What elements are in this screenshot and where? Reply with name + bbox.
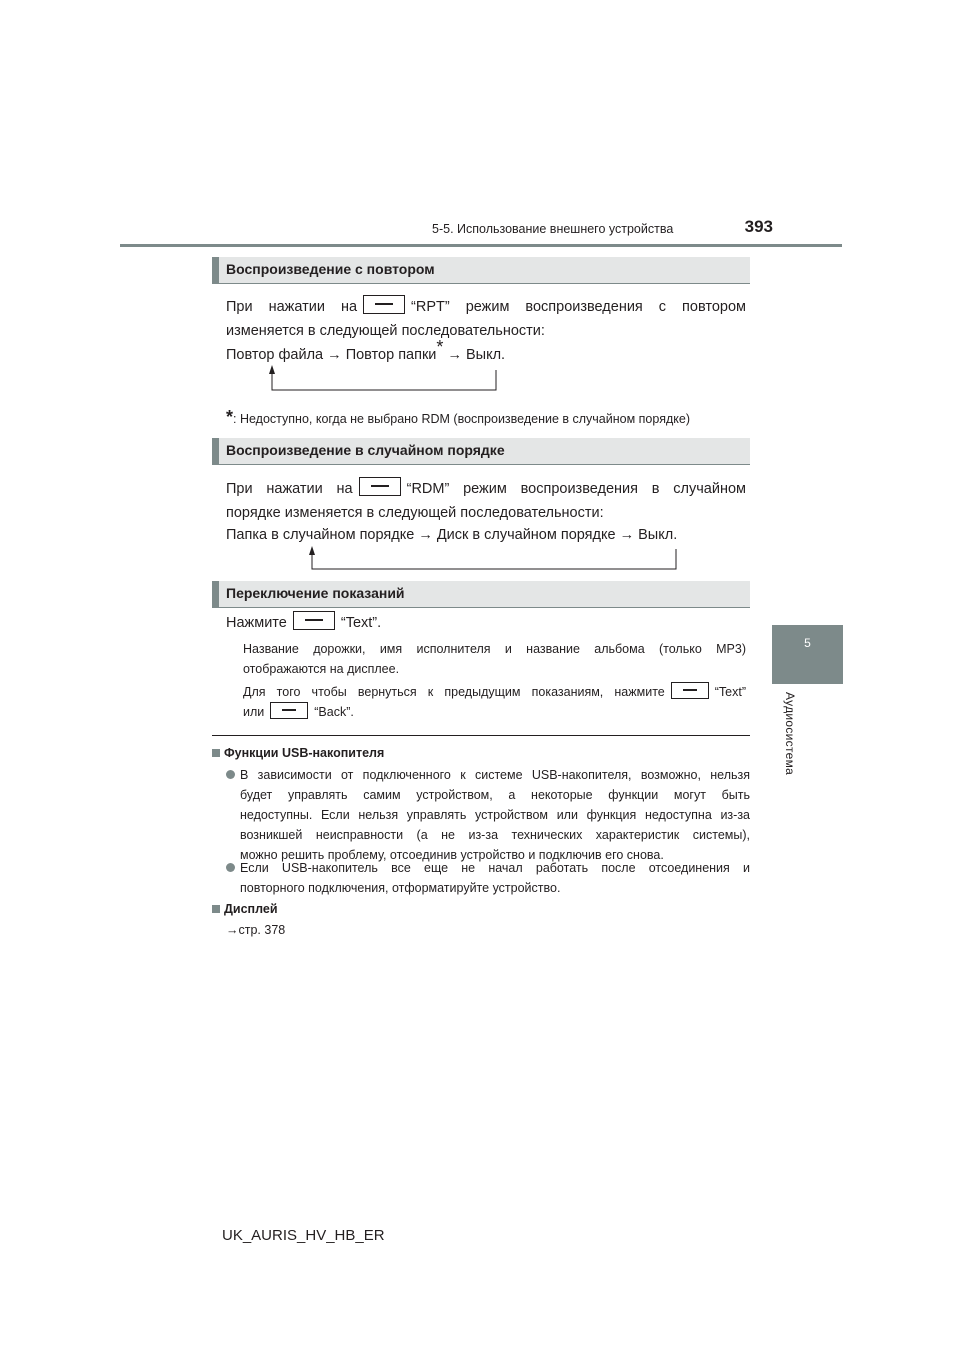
- text-button-icon: [671, 682, 709, 699]
- repeat-line1-b: “RPT” режим воспроизведения с повтором: [411, 299, 746, 315]
- repeat-note: [226, 407, 690, 429]
- repeat-heading: Воспроизведение с повтором: [226, 261, 435, 277]
- loop-arrow-icon: [302, 545, 680, 575]
- random-seq-disc: Диск в случайном порядке: [436, 527, 616, 543]
- repeat-line1-a: При нажатии на: [226, 299, 358, 315]
- usb-bullet-2: [226, 858, 750, 898]
- random-line1-a: При нажатии на: [226, 481, 353, 497]
- usb-b1-l2: будет управлять самим устройством, а некоторые функции могут быть: [240, 788, 750, 802]
- arrow-icon: →: [327, 347, 342, 363]
- square-bullet-icon: [212, 905, 220, 913]
- display-desc2: отображаются на дисплее.: [243, 662, 400, 676]
- arrow-icon: →: [619, 527, 635, 543]
- chapter-number: 5: [804, 636, 811, 650]
- random-seq-off: Выкл.: [638, 527, 678, 543]
- repeat-line1: [226, 295, 746, 319]
- usb-b1-l1: В зависимости от подключенного к системе USB-накопителя, возможно, нельзя: [240, 768, 750, 782]
- display-desc3-b: “Text”: [714, 685, 746, 699]
- random-line1-b: “RDM” режим воспроизведения в случайном: [406, 481, 746, 497]
- section-divider: [212, 735, 750, 736]
- page-number: 393: [744, 217, 773, 236]
- rdm-button-icon: [359, 477, 401, 496]
- display-desc1: Название дорожки, имя исполнителя и название альбома (только MP3): [243, 642, 746, 656]
- repeat-heading-bar: [212, 257, 750, 284]
- display-desc4-a: или: [243, 705, 265, 719]
- chapter-tab: [772, 625, 843, 684]
- square-bullet-icon: [212, 749, 220, 757]
- display-switch-heading-bar: [212, 581, 750, 608]
- random-seq-folder: Папка в случайном порядке: [226, 527, 415, 543]
- display-switch-heading: Переключение показаний: [226, 585, 405, 601]
- random-line2: порядке изменяется в следующей последовательности:: [226, 505, 604, 521]
- random-heading: Воспроизведение в случайном порядке: [226, 442, 505, 458]
- usb-heading: [212, 743, 384, 763]
- arrow-icon: →: [418, 527, 433, 543]
- usb-b2-l2: повторного подключения, отформатируйте устройство.: [240, 881, 561, 895]
- back-button-icon: [270, 702, 308, 719]
- press-label: Нажмите: [226, 615, 287, 631]
- repeat-seq-off: Выкл.: [465, 347, 506, 363]
- loop-arrow-icon: [262, 364, 498, 394]
- rpt-button-icon: [363, 295, 405, 314]
- random-sequence: [226, 523, 677, 547]
- round-bullet-icon: [226, 863, 235, 872]
- display-desc3: [243, 682, 746, 702]
- text-button-label: “Text”.: [340, 615, 382, 631]
- text-button-icon: [293, 611, 335, 630]
- display-switch-line1: [226, 611, 381, 635]
- display-ref-link: стр. 378: [238, 923, 286, 937]
- footer-code: UK_AURIS_HV_HB_ER: [222, 1227, 385, 1244]
- usb-b1-l3: недоступны. Если нельзя управлять устройством или функция недоступна из-за: [240, 808, 750, 822]
- arrow-icon: →: [226, 923, 239, 937]
- display-heading-text: Дисплей: [224, 902, 278, 916]
- asterisk-icon: *: [226, 407, 234, 427]
- section-title: 5-5. Использование внешнего устройства: [432, 222, 674, 236]
- repeat-seq-file: Повтор файла: [226, 347, 324, 363]
- random-line1: [226, 477, 746, 501]
- usb-heading-text: Функции USB-накопителя: [224, 746, 385, 760]
- chapter-label: Аудиосистема: [783, 692, 797, 776]
- round-bullet-icon: [226, 770, 235, 779]
- repeat-seq-folder: Повтор папки: [345, 347, 437, 363]
- display-desc4-b: “Back”.: [314, 705, 354, 719]
- repeat-line2: изменяется в следующей последовательности:: [226, 323, 545, 339]
- display-desc3-a: Для того чтобы вернуться к предыдущим показаниям, нажмите: [243, 685, 665, 699]
- display-desc4: [243, 702, 354, 722]
- usb-b1-l4: возникшей неисправности (а не из-за технических характеристик системы),: [240, 828, 750, 842]
- usb-b2-l1: Если USB-накопитель все еще не начал работать после отсоединения и: [240, 861, 750, 875]
- usb-b1-l5: можно решить проблему, отсоединив устройство и подключив его снова.: [240, 848, 664, 862]
- asterisk-icon: *: [436, 337, 444, 358]
- arrow-icon: →: [447, 347, 462, 363]
- random-heading-bar: [212, 438, 750, 465]
- usb-bullet-1: [226, 765, 750, 865]
- display-heading: [212, 899, 278, 919]
- display-ref: [226, 920, 285, 940]
- repeat-note-text: : Недоступно, когда не выбрано RDM (воспроизведение в случайном порядке): [233, 412, 690, 426]
- header-divider: [120, 244, 842, 247]
